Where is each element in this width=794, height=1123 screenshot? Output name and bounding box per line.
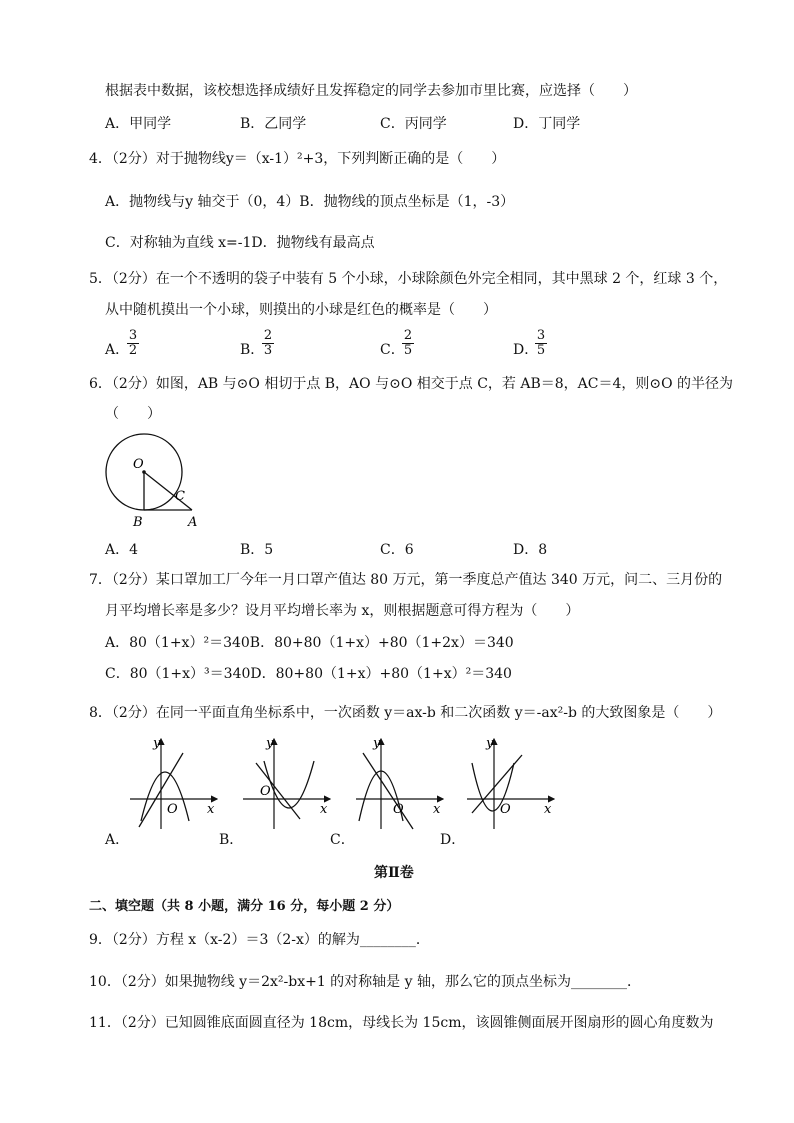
origin-label: O (393, 802, 404, 817)
section2-title: 二、填空题（共 8 小题，满分 16 分，每小题 2 分） (89, 899, 400, 914)
numerator: 3 (128, 328, 138, 343)
q8-option-d-label: D． (440, 832, 466, 848)
denominator: 5 (403, 343, 413, 358)
q5-option-a-label: A． (105, 342, 130, 358)
q6-option-b: B．5 (240, 542, 274, 558)
q5-option-a-fraction (127, 329, 139, 358)
denominator: 2 (128, 343, 138, 358)
q7-options-line1: A．80（1+x）²＝340B．80+80（1+x）+80（1+2x）＝340 (105, 635, 514, 651)
parabola (141, 772, 189, 821)
y-axis-label: y (486, 736, 494, 751)
x-axis-label: x (320, 802, 328, 817)
q8-option-c-label: C． (330, 832, 355, 848)
x-axis-label: x (207, 802, 215, 817)
straight-line (472, 755, 522, 813)
q5-stem-line2: 从中随机摸出一个小球，则摸出的小球是红色的概率是（ ） (105, 302, 497, 318)
q8-graph-c (351, 733, 451, 833)
y-axis-label: y (153, 736, 161, 751)
q8-option-b-label: B． (219, 832, 244, 848)
q9-text: 9．（2分）方程 x（x-2）＝3（2-x）的解为________． (89, 932, 430, 948)
q4-stem: 4．（2分）对于抛物线y＝（x-1）²+3，下列判断正确的是（ ） (89, 151, 506, 167)
y-axis-label: y (266, 736, 274, 751)
q11-text: 11．（2分）已知圆锥底面圆直径为 18cm，母线长为 15cm，该圆锥侧面展开图扇形的圆心角度数为 (89, 1015, 714, 1031)
q6-option-a: A．4 (105, 542, 139, 558)
q7-stem-line2: 月平均增长率是多少？设月平均增长率为 x，则根据题意可得方程为（ ） (105, 603, 580, 619)
origin-label: O (260, 784, 271, 799)
q6-option-c: C．6 (380, 542, 414, 558)
q8-option-a-label: A． (105, 832, 130, 848)
q8-graph-a (125, 733, 225, 833)
q5-option-b-fraction (262, 329, 274, 358)
q3-stem: 根据表中数据，该校想选择成绩好且发挥稳定的同学去参加市里比赛，应选择（ ） (105, 83, 637, 99)
q10-text: 10．（2分）如果抛物线 y＝2x²-bx+1 的对称轴是 y 轴，那么它的顶点坐标为________． (89, 974, 641, 990)
x-axis-label: x (433, 802, 441, 817)
q7-stem-line1: 7．（2分）某口罩加工厂今年一月口罩产值达 80 万元，第一季度总产值达 340 万元，问二、三月份的 (89, 572, 723, 588)
q6-option-d: D．8 (513, 542, 548, 558)
part2-title: 第Ⅱ卷 (374, 865, 414, 881)
y-axis-label: y (373, 736, 381, 751)
parabola (264, 761, 314, 808)
q8-graph-b (238, 733, 338, 833)
q8-stem: 8．（2分）在同一平面直角坐标系中，一次函数 y＝ax-b 和二次函数 y＝-ax²-b 的大致图象是（ ） (89, 705, 722, 721)
denominator: 5 (536, 343, 546, 358)
q5-option-d-fraction (535, 329, 547, 358)
q5-option-d-label: D． (513, 342, 539, 358)
q6-circle-tangent-figure (100, 430, 210, 530)
numerator: 2 (403, 328, 413, 343)
q8-graph-d (462, 733, 562, 833)
x-axis-label: x (544, 802, 552, 817)
q3-option-c: C．丙同学 (380, 116, 447, 132)
q3-option-b: B．乙同学 (240, 116, 307, 132)
q6-stem-line1: 6．（2分）如图，AB 与⊙O 相切于点 B，AO 与⊙O 相交于点 C，若 AB＝8，AC＝4，则⊙O 的半径为 (89, 376, 734, 392)
label-o: O (133, 457, 144, 472)
q7-options-line2: C．80（1+x）³＝340D．80+80（1+x）+80（1+x）²＝340 (105, 666, 512, 682)
denominator: 3 (263, 343, 273, 358)
numerator: 2 (263, 328, 273, 343)
q5-option-b-label: B． (240, 342, 265, 358)
label-a: A (188, 515, 198, 530)
q3-option-a: A．甲同学 (105, 116, 172, 132)
numerator: 3 (536, 328, 546, 343)
straight-line (363, 753, 413, 829)
q5-stem-line1: 5．（2分）在一个不透明的袋子中装有 5 个小球，小球除颜色外完全相同，其中黑球 2 个，红球 3 个， (89, 271, 728, 287)
q5-option-c-fraction (402, 329, 414, 358)
label-c: C (175, 489, 185, 504)
q4-options-line1: A．抛物线与y 轴交于（0，4）B．抛物线的顶点坐标是（1，-3） (105, 194, 515, 210)
label-b: B (133, 515, 143, 530)
origin-label: O (167, 802, 178, 817)
q6-stem-line2: （ ） (105, 406, 161, 422)
q3-option-d: D．丁同学 (513, 116, 581, 132)
q5-option-c-label: C． (380, 342, 405, 358)
origin-label: O (500, 802, 511, 817)
q4-options-line2: C．对称轴为直线 x=-1D．抛物线有最高点 (105, 235, 375, 251)
